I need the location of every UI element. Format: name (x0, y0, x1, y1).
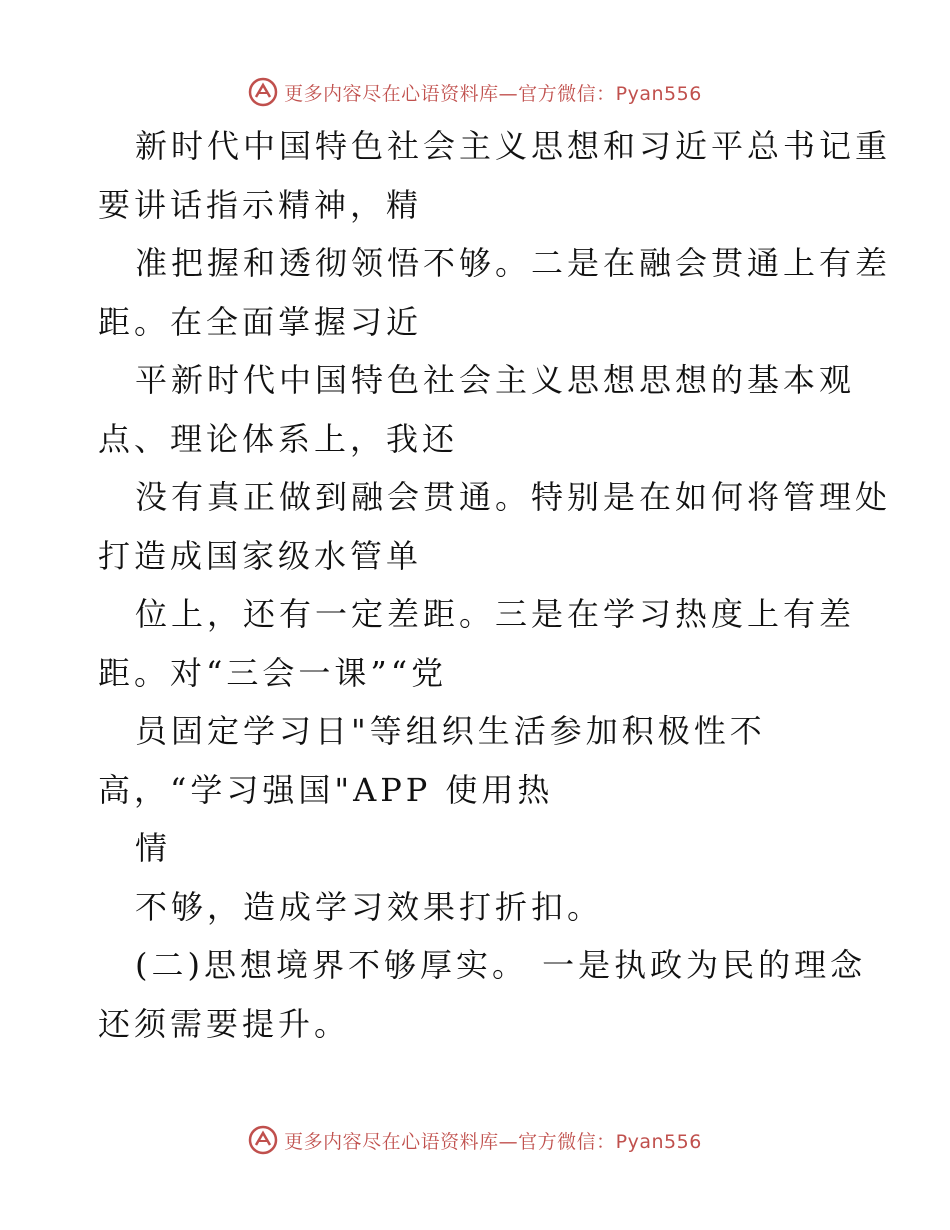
footer-banner (0, 1120, 950, 1160)
seal-logo-icon (248, 1125, 278, 1155)
body-line: 还须需要提升。 (98, 1005, 351, 1043)
body-line: 位上，还有一定差距。三是在学习热度上有差 (135, 595, 856, 633)
body-line: 高，“学习强国"APP 使用热 (98, 771, 554, 809)
body-line: 不够，造成学习效果打折扣。 (135, 888, 604, 926)
body-line: 点、理论体系上，我还 (98, 420, 459, 458)
body-line: 平新时代中国特色社会主义思想思想的基本观 (135, 361, 856, 399)
body-line: 情 (135, 829, 172, 867)
body-line: 员固定学习日"等组织生活参加积极性不 (135, 712, 766, 750)
body-line: 要讲话指示精神，精 (98, 186, 423, 224)
footer-banner-text: 更多内容尽在心语资料库—官方微信：Pyan556 (284, 1130, 702, 1153)
body-line: 距。对“三会一课”“党 (98, 654, 448, 692)
header-banner-text: 更多内容尽在心语资料库—官方微信：Pyan556 (284, 82, 702, 105)
body-line: 打造成国家级水管单 (98, 537, 423, 575)
body-line: 准把握和透彻领悟不够。二是在融会贯通上有差 (135, 244, 892, 282)
body-line: (二)思想境界不够厚实。 一是执政为民的理念 (135, 946, 867, 984)
body-line: 新时代中国特色社会主义思想和习近平总书记重 (135, 127, 892, 165)
body-line: 距。在全面掌握习近 (98, 303, 423, 341)
body-line: 没有真正做到融会贯通。特别是在如何将管理处 (135, 478, 892, 516)
